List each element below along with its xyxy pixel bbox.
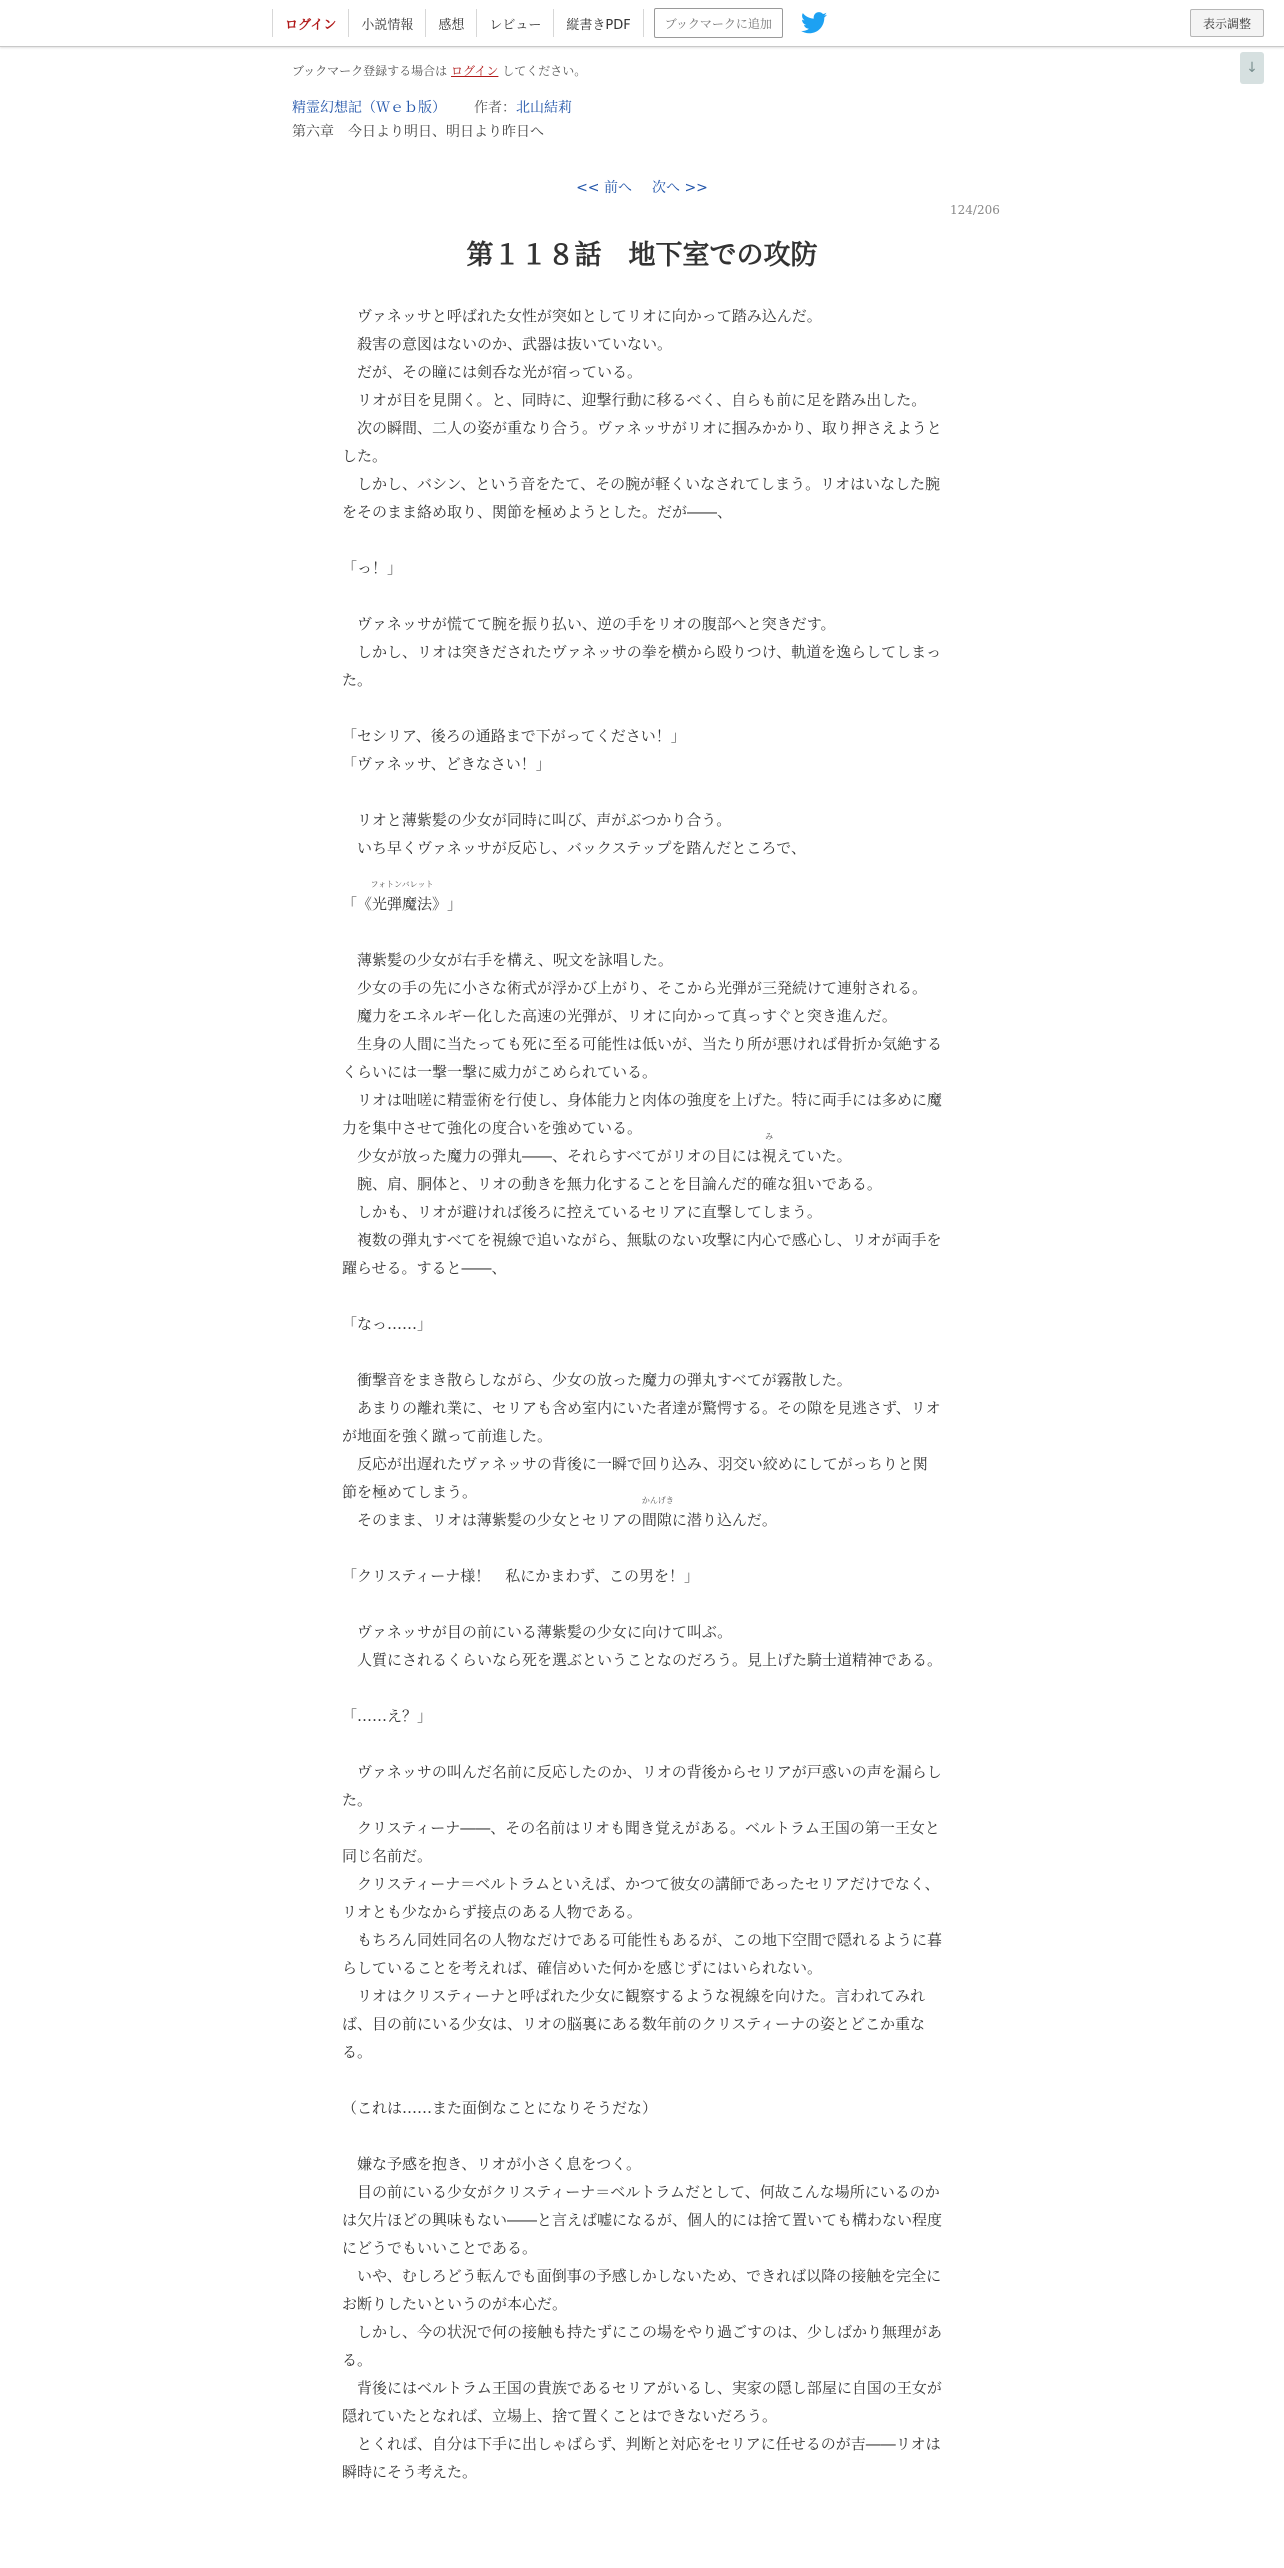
body-paragraph: ヴァネッサが目の前にいる薄紫髪の少女に向けて叫ぶ。 xyxy=(342,1623,733,1641)
body-paragraph-ruby xyxy=(342,1132,942,1170)
blank-line xyxy=(342,1534,942,1562)
body-paragraph: 反応が出遅れたヴァネッサの背後に一瞬で回り込み、羽交い絞めにしてがっちりと関節を極めてしまう。 xyxy=(342,1455,928,1501)
page-number: 124/206 xyxy=(950,203,1000,217)
blank-line xyxy=(342,2066,942,2094)
blank-line xyxy=(342,1338,942,1366)
novel-info-link[interactable]: 小説情報 xyxy=(348,9,425,37)
body-paragraph: リオはクリスティーナと呼ばれた少女に観察するような視線を向けた。言われてみれば、目の前にいる少女は、リオの脳裏にある数年前のクリスティーナの姿とどこか重なる。 xyxy=(342,1987,926,2061)
scroll-down-button[interactable]: ↓ xyxy=(1240,52,1264,84)
body-paragraph: しかし、リオは突きだされたヴァネッサの拳を横から殴りつけ、軌道を逸らしてしまった。 xyxy=(342,643,942,689)
novel-body xyxy=(342,302,942,2486)
ruby-reading: かんげき xyxy=(641,1496,674,1505)
body-paragraph-ruby xyxy=(342,880,942,918)
episode-title: 第１１８話 地下室での攻防 xyxy=(466,240,818,271)
next-page-link[interactable]: 次へ >> xyxy=(652,180,708,196)
body-paragraph: 「セシリア、後ろの通路まで下がってください！」 xyxy=(342,727,686,745)
body-paragraph: リオは咄嗟に精霊術を行使し、身体能力と肉体の強度を上げた。特に両手には多めに魔力を集中させて強化の度合いを強めている。 xyxy=(342,1091,942,1137)
blank-line xyxy=(342,2122,942,2150)
body-paragraph: もちろん同姓同名の人物なだけである可能性もあるが、この地下空間で隠れるように暮らしていることを考えれば、確信めいた何かを感じずにはいられない。 xyxy=(342,1931,943,1977)
review-link[interactable]: レビュー xyxy=(476,9,553,37)
top-bar xyxy=(0,0,1284,47)
blank-line xyxy=(342,694,942,722)
author-link[interactable]: 北山結莉 xyxy=(516,100,572,116)
body-paragraph: 目の前にいる少女がクリスティーナ＝ベルトラムだとして、何故こんな場所にいるのかは欠片ほどの興味もない――と言えば嘘になるが、個人的には捨て置いても構わない程度にどうでもいいことである。 xyxy=(342,2183,943,2257)
ruby-after: に潜り込んだ。 xyxy=(671,1511,777,1529)
body-paragraph: 衝撃音をまき散らしながら、少女の放った魔力の弾丸すべてが霧散した。 xyxy=(342,1371,852,1389)
body-paragraph-ruby xyxy=(342,1496,942,1534)
body-paragraph: 薄紫髪の少女が右手を構え、呪文を詠唱した。 xyxy=(342,951,673,969)
blank-line xyxy=(342,582,942,610)
body-paragraph: 「ヴァネッサ、どきなさい！」 xyxy=(342,755,551,773)
blank-line xyxy=(342,1282,942,1310)
body-paragraph: クリスティーナ――、その名前はリオも聞き覚えがある。ベルトラム王国の第一王女と同じ名前だ。 xyxy=(342,1819,940,1865)
chapter-title: 第六章 今日より明日、明日より昨日へ xyxy=(292,124,544,140)
body-paragraph: 背後にはベルトラム王国の貴族であるセリアがいるし、実家の隠し部屋に自国の王女が隠れていたとなれば、立場上、捨て置くことはできないだろう。 xyxy=(342,2379,942,2425)
body-paragraph: 次の瞬間、二人の姿が重なり合う。ヴァネッサがリオに掴みかかり、取り押さえようとした。 xyxy=(342,419,942,465)
blank-line xyxy=(342,1730,942,1758)
body-paragraph: 魔力をエネルギー化した高速の光弾が、リオに向かって真っすぐと突き進んだ。 xyxy=(342,1007,897,1025)
blank-line xyxy=(342,1674,942,1702)
ruby-before: 「 xyxy=(342,895,358,913)
ruby-reading: み xyxy=(765,1132,774,1141)
body-paragraph: 腕、肩、胴体と、リオの動きを無力化することを目論んだ的確な狙いである。 xyxy=(342,1175,882,1193)
prev-page-link[interactable]: << 前へ xyxy=(576,180,632,196)
ruby-after: えていた。 xyxy=(776,1147,852,1165)
ruby-base: 《光弾魔法》 xyxy=(357,895,448,913)
body-paragraph: ヴァネッサと呼ばれた女性が突如としてリオに向かって踏み込んだ。 xyxy=(342,307,822,325)
body-paragraph: 「クリスティーナ様！ 私にかまわず、この男を！」 xyxy=(342,1567,700,1585)
blank-line xyxy=(342,918,942,946)
impressions-link[interactable]: 感想 xyxy=(425,9,476,37)
body-paragraph: だが、その瞳には剣呑な光が宿っている。 xyxy=(342,363,643,381)
body-paragraph: あまりの離れ業に、セリアも含め室内にいた者達が驚愕する。その隙を見逃さず、リオが地面を強く蹴って前進した。 xyxy=(342,1399,941,1445)
body-paragraph: 複数の弾丸すべてを視線で追いながら、無駄のない攻撃に内心で感心し、リオが両手を躍らせる。すると――、 xyxy=(342,1231,942,1277)
body-paragraph: いち早くヴァネッサが反応し、バックステップを踏んだところで、 xyxy=(342,839,806,857)
body-paragraph: リオと薄紫髪の少女が同時に叫び、声がぶつかり合う。 xyxy=(342,811,732,829)
bookmark-notice xyxy=(292,62,586,79)
body-paragraph: しかも、リオが避ければ後ろに控えているセリアに直撃してしまう。 xyxy=(342,1203,822,1221)
body-paragraph: 「っ！」 xyxy=(342,559,403,577)
body-paragraph: しかし、今の状況で何の接触も持たずにこの場をやり過ごすのは、少しばかり無理がある。 xyxy=(342,2323,943,2369)
login-link[interactable]: ログイン xyxy=(272,9,348,37)
blank-line xyxy=(342,1590,942,1618)
body-paragraph: いや、むしろどう転んでも面倒事の予感しかしないため、できれば以降の接触を完全にお断りしたいというのが本心だ。 xyxy=(342,2267,942,2313)
author-label: 作者： xyxy=(474,100,516,116)
body-paragraph: ヴァネッサの叫んだ名前に反応したのか、リオの背後からセリアが戸惑いの声を漏らした。 xyxy=(342,1763,942,1809)
ruby-base: 間隙 xyxy=(641,1511,672,1529)
blank-line xyxy=(342,778,942,806)
ruby-before: 少女が放った魔力の弾丸――、それらすべてがリオの目には xyxy=(342,1147,762,1165)
body-paragraph: （これは……また面倒なことになりそうだな） xyxy=(342,2099,658,2117)
body-paragraph: 「なっ……」 xyxy=(342,1315,433,1333)
body-paragraph: リオが目を見開く。と、同時に、迎撃行動に移るべく、自らも前に足を踏み出した。 xyxy=(342,391,927,409)
bookmark-notice-text-after: してください。 xyxy=(502,64,587,78)
body-paragraph: クリスティーナ＝ベルトラムといえば、かつて彼女の講師であったセリアだけでなく、リオとも少なからず接点のある人物である。 xyxy=(342,1875,940,1921)
vertical-pdf-link[interactable]: 縦書きPDF xyxy=(553,9,643,37)
ruby-base: 視 xyxy=(761,1147,777,1165)
body-paragraph: 生身の人間に当たっても死に至る可能性は低いが、当たり所が悪ければ骨折か気絶するくらいには一撃一撃に威力がこめられている。 xyxy=(342,1035,943,1081)
body-paragraph: 「……え？」 xyxy=(342,1707,433,1725)
body-paragraph: 殺害の意図はないのか、武器は抜いていない。 xyxy=(342,335,673,353)
twitter-bird-icon[interactable] xyxy=(801,12,827,34)
display-settings-button[interactable]: 表示調整 xyxy=(1190,9,1264,37)
add-bookmark-button[interactable]: ブックマークに追加 xyxy=(654,8,783,38)
ruby-text xyxy=(641,1496,674,1534)
body-paragraph: しかし、バシン、という音をたて、その腕が軽くいなされてしまう。リオはいなした腕をそのまま絡め取り、関節を極めようとした。だが――、 xyxy=(342,475,940,521)
header-nav xyxy=(272,0,827,46)
novel-meta xyxy=(292,97,572,117)
body-paragraph: 人質にされるくらいなら死を選ぶということなのだろう。見上げた騎士道精神である。 xyxy=(342,1651,943,1669)
blank-line xyxy=(342,526,942,554)
novel-title-link[interactable]: 精霊幻想記（Ｗｅｂ版） xyxy=(292,100,446,116)
ruby-text xyxy=(761,1132,777,1170)
ruby-after: 」 xyxy=(447,895,463,913)
bookmark-notice-text: ブックマーク登録する場合は xyxy=(292,64,448,78)
pager xyxy=(0,177,1284,197)
body-paragraph: 少女の手の先に小さな術式が浮かび上がり、そこから光弾が三発続けて連射される。 xyxy=(342,979,928,997)
body-paragraph: とくれば、自分は下手に出しゃばらず、判断と対応をセリアに任せるのが吉――リオは瞬時にそう考えた。 xyxy=(342,2435,941,2481)
ruby-reading: フォトンバレット xyxy=(370,880,434,889)
ruby-before: そのまま、リオは薄紫髪の少女とセリアの xyxy=(342,1511,642,1529)
ruby-text xyxy=(357,880,448,918)
body-paragraph: ヴァネッサが慌てて腕を振り払い、逆の手をリオの腹部へと突きだす。 xyxy=(342,615,836,633)
body-paragraph: 嫌な予感を抱き、リオが小さく息をつく。 xyxy=(342,2155,641,2173)
bookmark-notice-login-link[interactable]: ログイン xyxy=(451,64,499,78)
